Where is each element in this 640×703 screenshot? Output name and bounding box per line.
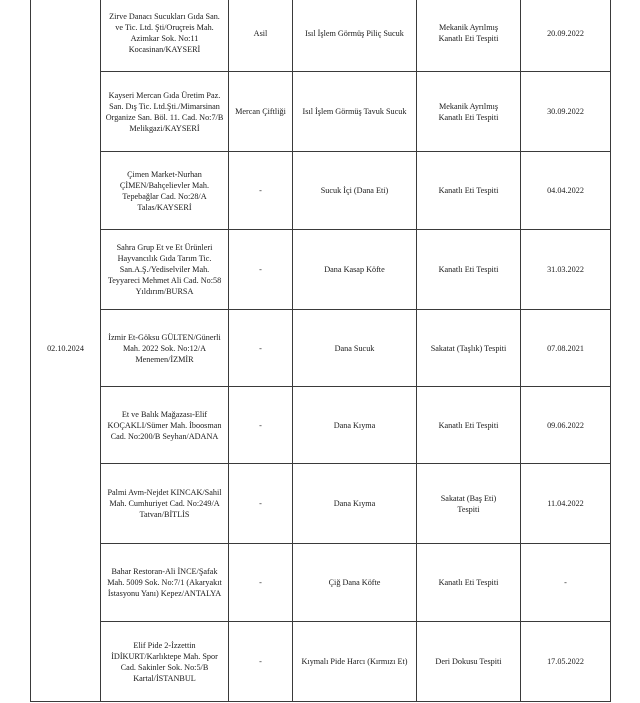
- finding-cell: Mekanik Ayrılmış Kanatlı Eti Tespiti: [417, 0, 521, 72]
- brand-cell: -: [229, 544, 293, 622]
- firm-cell: Zirve Danacı Sucukları Gıda San. ve Tic. Ltd. Şti/Oruçreis Mah. Azimkar Sok. No:11 Kocasinan/KAYSERİ: [101, 0, 229, 72]
- firm-cell: Sahra Grup Et ve Et Ürünleri Hayvancılık Gıda Tarım Tic. San.A.Ş./Yediselviler Mah. Teyyareci Mehmet Ali Cad. No:58 Yıldırım/BURSA: [101, 230, 229, 310]
- date-cell: 04.04.2022: [521, 152, 611, 230]
- brand-cell: -: [229, 464, 293, 544]
- table-row: [31, 310, 611, 387]
- table-row: [31, 72, 611, 152]
- product-cell: Isıl İşlem Görmüş Piliç Sucuk: [293, 0, 417, 72]
- product-cell: Sucuk İçi (Dana Eti): [293, 152, 417, 230]
- date-cell: 31.03.2022: [521, 230, 611, 310]
- brand-cell: Asil: [229, 0, 293, 72]
- brand-cell: -: [229, 622, 293, 702]
- date-cell: -: [521, 544, 611, 622]
- table-row: [31, 544, 611, 622]
- finding-cell: Kanatlı Eti Tespiti: [417, 544, 521, 622]
- product-cell: Dana Sucuk: [293, 310, 417, 387]
- brand-cell: -: [229, 230, 293, 310]
- table-row: [31, 230, 611, 310]
- finding-cell: Sakatat (Baş Eti) Tespiti: [417, 464, 521, 544]
- table-row: [31, 622, 611, 702]
- brand-cell: -: [229, 310, 293, 387]
- brand-cell: -: [229, 387, 293, 464]
- announcement-date-cell: 02.10.2024: [31, 0, 101, 702]
- firm-cell: İzmir Et-Göksu GÜLTEN/Günerli Mah. 2022 Sok. No:12/A Menemen/İZMİR: [101, 310, 229, 387]
- finding-cell: Deri Dokusu Tespiti: [417, 622, 521, 702]
- finding-cell: Mekanik Ayrılmış Kanatlı Eti Tespiti: [417, 72, 521, 152]
- date-cell: 09.06.2022: [521, 387, 611, 464]
- brand-cell: -: [229, 152, 293, 230]
- product-cell: Isıl İşlem Görmüş Tavuk Sucuk: [293, 72, 417, 152]
- table-row: [31, 387, 611, 464]
- table-row: [31, 152, 611, 230]
- finding-cell: Kanatlı Eti Tespiti: [417, 387, 521, 464]
- date-cell: 20.09.2022: [521, 0, 611, 72]
- firm-cell: Kayseri Mercan Gıda Üretim Paz. San. Dış Tic. Ltd.Şti./Mimarsinan Organize San. Böl. 11. Cad. No:7/B Melikgazi/KAYSERİ: [101, 72, 229, 152]
- product-cell: Çiğ Dana Köfte: [293, 544, 417, 622]
- firm-cell: Et ve Balık Mağazası-Elif KOÇAKLI/Sümer Mah. İboosman Cad. No:200/B Seyhan/ADANA: [101, 387, 229, 464]
- finding-cell: Sakatat (Taşlık) Tespiti: [417, 310, 521, 387]
- date-cell: 17.05.2022: [521, 622, 611, 702]
- date-cell: 11.04.2022: [521, 464, 611, 544]
- inspection-table: [30, 0, 611, 702]
- date-cell: 30.09.2022: [521, 72, 611, 152]
- firm-cell: Palmi Avm-Nejdet KINCAK/Sahil Mah. Cumhuriyet Cad. No:249/A Tatvan/BİTLİS: [101, 464, 229, 544]
- date-cell: 07.08.2021: [521, 310, 611, 387]
- finding-cell: Kanatlı Eti Tespiti: [417, 152, 521, 230]
- product-cell: Dana Kıyma: [293, 464, 417, 544]
- brand-cell: Mercan Çiftliği: [229, 72, 293, 152]
- finding-cell: Kanatlı Eti Tespiti: [417, 230, 521, 310]
- firm-cell: Elif Pide 2-İzzettin İDİKURT/Karlıktepe Mah. Spor Cad. Sakinler Sok. No:5/B Kartal/İSTANBUL: [101, 622, 229, 702]
- product-cell: Kıymalı Pide Harcı (Kırmızı Et): [293, 622, 417, 702]
- firm-cell: Bahar Restoran-Ali İNCE/Şafak Mah. 5009 Sok. No:7/1 (Akaryakıt İstasyonu Yanı) Kepez/ANTALYA: [101, 544, 229, 622]
- product-cell: Dana Kasap Köfte: [293, 230, 417, 310]
- table-row: [31, 0, 611, 72]
- product-cell: Dana Kıyma: [293, 387, 417, 464]
- firm-cell: Çimen Market-Nurhan ÇİMEN/Bahçelievler Mah. Tepebağlar Cad. No:28/A Talas/KAYSERİ: [101, 152, 229, 230]
- table-row: [31, 464, 611, 544]
